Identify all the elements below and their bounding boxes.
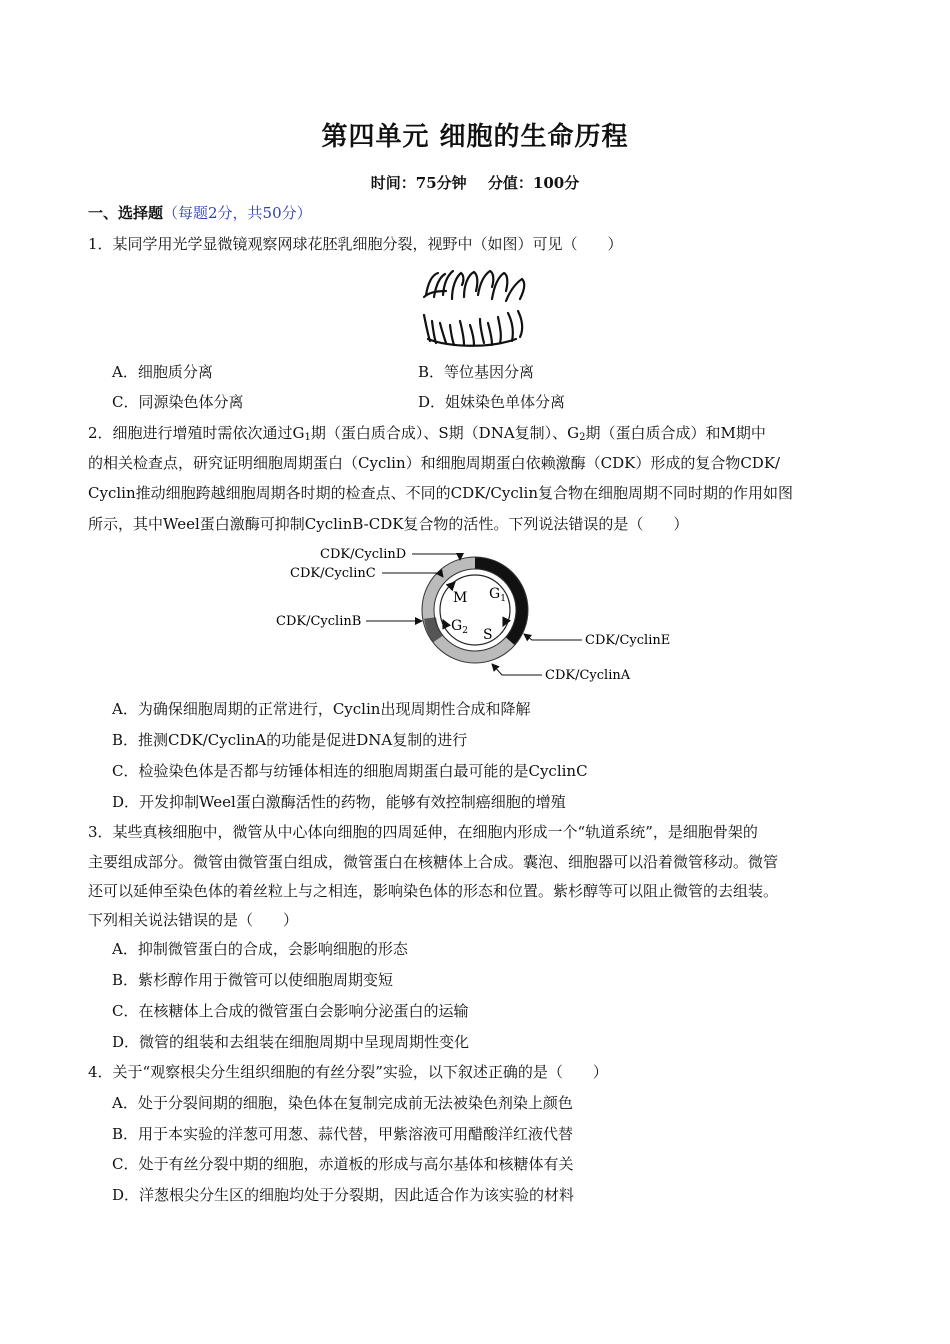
question-3-line-4: 下列相关说法错误的是（ ） [88,911,299,929]
phase-m-label: M [453,590,468,606]
section-name: 一、选择题 [88,204,164,222]
g1-subscript: 1 [304,432,311,443]
cell-cycle-diagram [270,540,690,690]
question-2-line-3: Cyclin推动细胞跨越细胞周期各时期的检查点、不同的CDK/Cyclin复合物在细胞周期不同时期的作用如图 [88,484,793,502]
q3-option-c: C．在核糖体上合成的微管蛋白会影响分泌蛋白的运输 [112,1002,469,1020]
q3-option-a: A．抑制微管蛋白的合成，会影响细胞的形态 [112,940,408,958]
cell-division-figure [418,265,530,349]
score-info: 分值：100分 [487,174,580,192]
q2-option-b: B．推测CDK/CyclinA的功能是促进DNA复制的进行 [112,731,468,749]
q1-option-a: A．细胞质分离 [112,363,213,381]
page-title: 第四单元 细胞的生命历程 [321,122,629,152]
q1-option-d: D．姐妹染色单体分离 [418,393,566,411]
question-3-line-2: 主要组成部分。微管由微管蛋白组成，微管蛋白在核糖体上合成。囊泡、细胞器可以沿着微管移动。微管 [88,853,779,871]
q4-option-a: A．处于分裂间期的细胞，染色体在复制完成前无法被染色剂染上颜色 [112,1094,573,1112]
question-3-line-3: 还可以延伸至染色体的着丝粒上与之相连，影响染色体的形态和位置。紫杉醇等可以阻止微管的去组装。 [88,882,779,900]
q2-text-part-3: 期（蛋白质合成）和M期中 [585,424,766,442]
label-cyclin-e: CDK/CyclinE [585,633,671,648]
q4-option-c: C．处于有丝分裂中期的细胞，赤道板的形成与高尔基体和核糖体有关 [112,1155,574,1173]
q2-option-d: D．开发抑制Weel蛋白激酶活性的药物，能够有效控制癌细胞的增殖 [112,793,566,811]
question-3-line-1: 3．某些真核细胞中，微管从中心体向细胞的四周延伸，在细胞内形成一个“轨道系统”，是细胞骨架的 [88,823,758,841]
section-header [88,203,868,223]
question-2-line-1 [88,423,868,443]
question-1-stem: 1．某同学用光学显微镜观察网球花胚乳细胞分裂，视野中（如图）可见（ ） [88,235,623,253]
q3-option-d: D．微管的组装和去组装在细胞周期中呈现周期性变化 [112,1033,470,1051]
question-4-stem: 4．关于“观察根尖分生组织细胞的有丝分裂”实验，以下叙述正确的是（ ） [88,1063,608,1081]
time-info: 时间：75分钟 [370,174,467,192]
q1-option-c: C．同源染色体分离 [112,393,244,411]
q3-option-b: B．紫杉醇作用于微管可以使细胞周期变短 [112,971,394,989]
label-cyclin-c: CDK/CyclinC [290,566,376,581]
q1-option-b: B．等位基因分离 [418,363,535,381]
exam-meta [0,172,950,193]
question-2-line-2: 的相关检查点，研究证明细胞周期蛋白（Cyclin）和细胞周期蛋白依赖激酶（CDK）形成的复合物CDK/ [88,454,781,472]
q2-text-part-2: 期（蛋白质合成）、S期（DNA复制）、G [310,424,580,442]
phase-g1-label: $G_1$ [489,586,506,604]
q4-option-d: D．洋葱根尖分生区的细胞均处于分裂期，因此适合作为该实验的材料 [112,1186,575,1204]
label-cyclin-d: CDK/CyclinD [320,547,407,562]
q2-option-a: A．为确保细胞周期的正常进行，Cyclin出现周期性合成和降解 [112,700,531,718]
g2-segment [430,618,438,639]
q2-option-c: C．检验染色体是否都与纺锤体相连的细胞周期蛋白最可能的是CyclinC [112,762,588,780]
phase-s-label: S [483,627,493,643]
q4-option-b: B．用于本实验的洋葱可用葱、蒜代替，甲紫溶液可用醋酸洋红液代替 [112,1125,574,1143]
phase-g2-label: $G_2$ [451,618,468,636]
question-2-line-4: 所示，其中Weel蛋白激酶可抑制CyclinB-CDK复合物的活性。下列说法错误的是（ ） [88,515,689,533]
g2-subscript: 2 [579,432,586,443]
label-cyclin-b: CDK/CyclinB [276,614,362,629]
section-note: （每题2分，共50分） [163,204,312,222]
label-cyclin-a: CDK/CyclinA [545,668,631,683]
q2-text-part-1: 2．细胞进行增殖时需依次通过G [88,424,305,442]
